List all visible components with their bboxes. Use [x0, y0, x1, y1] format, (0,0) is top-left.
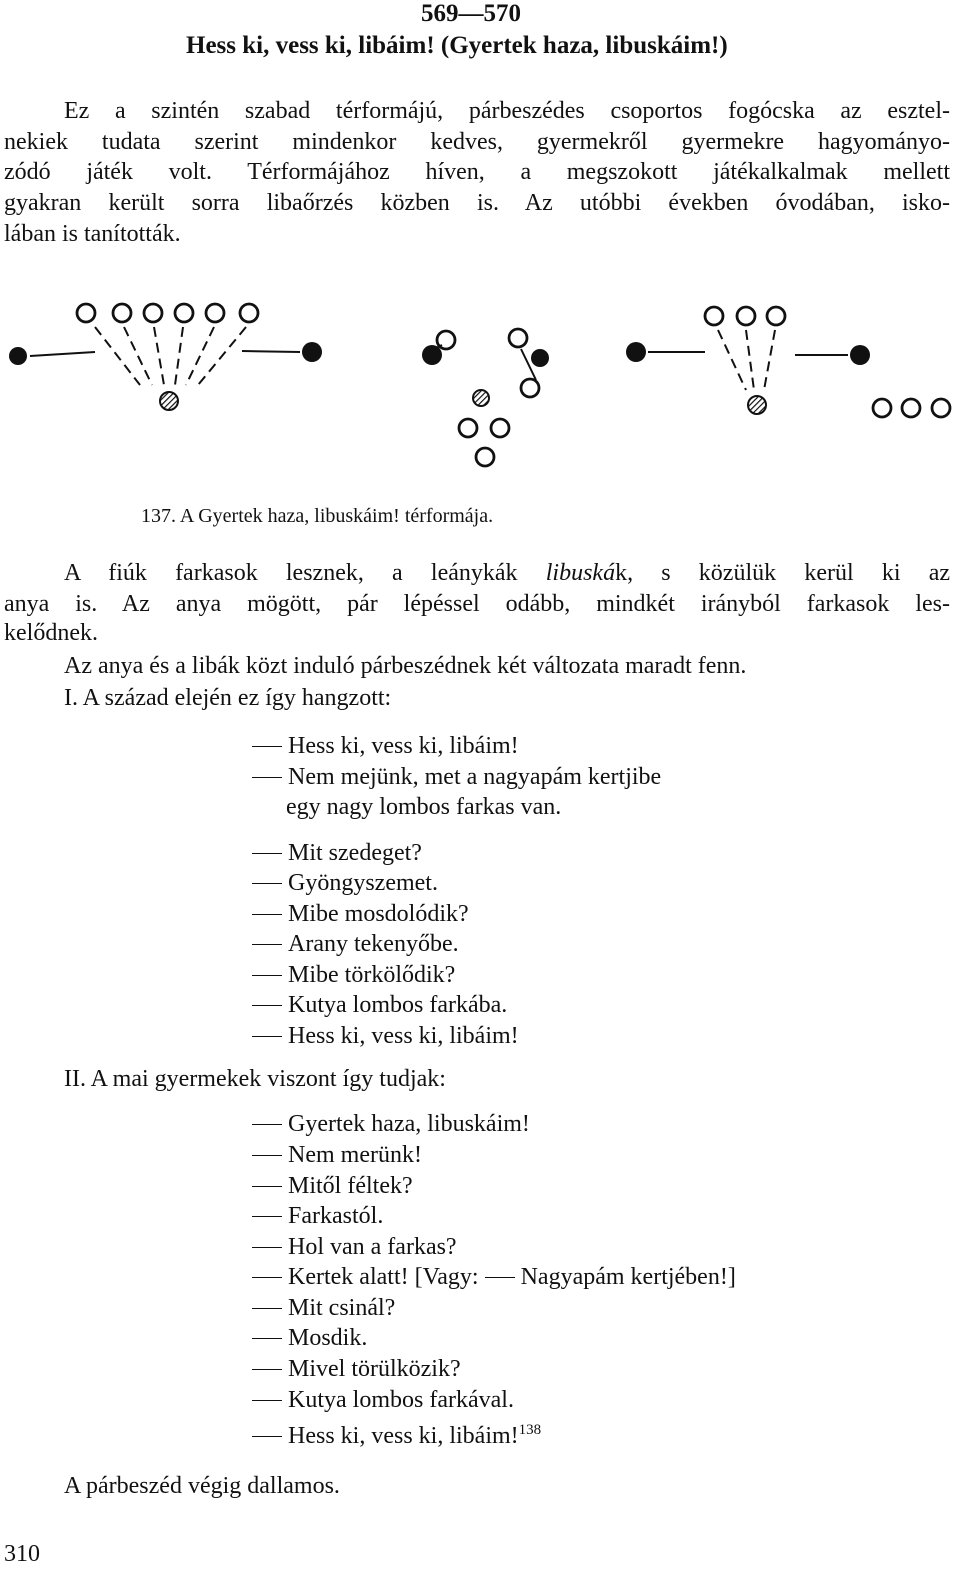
goose-marker — [175, 304, 193, 322]
dialogue-line — [252, 1109, 530, 1139]
intro-line: Ez a szintén szabad térformájú, párbeszédes csoportos fogócska az esztel- — [64, 98, 950, 124]
dialogue-line — [252, 1171, 413, 1201]
italic-term: libuská — [545, 560, 616, 586]
intro-line: lában is tanították. — [4, 221, 181, 247]
dialogue-line — [252, 1385, 514, 1415]
mother-marker — [160, 392, 178, 410]
description-text: k, s közülük kerül ki az — [615, 560, 950, 586]
dialogue-line — [252, 1021, 519, 1051]
goose-marker — [206, 304, 224, 322]
goose-marker — [902, 399, 920, 417]
dialogue-line — [252, 1354, 461, 1384]
variant2-heading: II. A mai gyermekek viszont így tudjak: — [64, 1066, 446, 1092]
dash-mark — [252, 1216, 282, 1217]
dash-mark — [252, 1400, 282, 1401]
dash-mark — [252, 1369, 282, 1370]
dialogue-text: Mibe törkölődik? — [288, 962, 456, 988]
mother-marker — [748, 396, 766, 414]
goose-marker — [113, 304, 131, 322]
footnote-ref[interactable]: 138 — [518, 1422, 542, 1438]
dash-mark — [252, 944, 282, 945]
dialogue-line — [252, 1415, 541, 1451]
dash-mark — [252, 883, 282, 884]
dialogue-text: Hess ki, vess ki, libáim! — [288, 1023, 519, 1049]
figure-caption: 137. A Gyertek haza, libuskáim! térformája. — [141, 505, 494, 527]
page-title: Hess ki, vess ki, libáim! (Gyertek haza, libuskáim!) — [186, 32, 728, 59]
wolf-marker — [626, 342, 646, 362]
dialogue-line — [252, 960, 455, 990]
dialogue-line — [252, 731, 519, 761]
dialogue-text: Nem merünk! — [288, 1142, 422, 1168]
dialogue-text: Arany tekenyőbe. — [288, 931, 459, 957]
dialogue-line — [252, 762, 661, 792]
dash-mark — [252, 914, 282, 915]
intro-line: gyakran került sorra libaőrzés közben is. Az utóbbi években óvodában, isko- — [4, 190, 950, 216]
dash-mark — [252, 1124, 282, 1125]
goose-marker — [459, 419, 477, 437]
wolf-marker — [531, 349, 549, 367]
dash-mark — [252, 1005, 282, 1006]
dialogue-text: Hol van a farkas? — [288, 1234, 457, 1260]
dialogue-text: Mitől féltek? — [288, 1173, 413, 1199]
dialogue-text: Farkastól. — [288, 1203, 384, 1229]
goose-marker — [521, 379, 539, 397]
dash-mark — [252, 1338, 282, 1339]
dialogue-line — [252, 1293, 395, 1323]
dialogue-text: Hess ki, vess ki, libáim! — [288, 733, 519, 759]
dialogue-text: Mosdik. — [288, 1325, 368, 1351]
dash-mark — [252, 1436, 282, 1437]
dialogue-text: Kertek alatt! [Vagy: — [288, 1264, 485, 1290]
dialogue-line — [252, 868, 438, 898]
page-range: 569—570 — [421, 0, 521, 27]
goose-marker — [767, 307, 785, 325]
dialogue-text: Mit szedeget? — [288, 840, 422, 866]
wolf-marker — [9, 347, 27, 365]
dialogue-line — [252, 838, 422, 868]
formation-diagram — [0, 290, 960, 480]
description-line: anya is. Az anya mögött, pár lépéssel odább, mindkét irányból farkasok les- — [4, 591, 950, 617]
dash-mark — [485, 1277, 515, 1278]
dialogue-text: Mibe mosdolódik? — [288, 901, 469, 927]
wolf-marker — [302, 342, 322, 362]
goose-marker — [932, 399, 950, 417]
dash-mark — [252, 1036, 282, 1037]
dialogue-line — [252, 929, 459, 959]
goose-marker — [77, 304, 95, 322]
variant1-heading: I. A század elején ez így hangzott: — [64, 685, 392, 711]
page-number: 310 — [4, 1541, 40, 1567]
goose-marker — [737, 307, 755, 325]
goose-marker — [144, 304, 162, 322]
dash-mark — [252, 1155, 282, 1156]
goose-marker — [491, 419, 509, 437]
intro-line: zódó játék volt. Térformájához híven, a megszokott játékalkalmak mellett — [4, 159, 950, 185]
goose-marker — [476, 448, 494, 466]
goose-marker — [509, 329, 527, 347]
dialogue-text: Mivel törülközik? — [288, 1356, 461, 1382]
goose-marker — [873, 399, 891, 417]
dash-mark — [252, 1277, 282, 1278]
dialogue-line — [252, 1201, 383, 1231]
dialogue-text: Gyertek haza, libuskáim! — [288, 1111, 530, 1137]
dash-mark — [252, 853, 282, 854]
dash-mark — [252, 1308, 282, 1309]
goose-marker — [705, 307, 723, 325]
dialogue-line: egy nagy lombos farkas van. — [286, 794, 562, 820]
intro-line: nekiek tudata szerint mindenkor kedves, gyermekről gyermekre hagyományo- — [4, 129, 950, 155]
dialogue-line — [252, 1323, 367, 1353]
dialogue-line — [252, 1232, 457, 1262]
closing-note: A párbeszéd végig dallamos. — [64, 1473, 340, 1499]
dash-mark — [252, 1247, 282, 1248]
dialogue-text: Nagyapám kertjében!] — [520, 1264, 736, 1290]
dash-mark — [252, 975, 282, 976]
goose-marker — [240, 304, 258, 322]
goose-hatched-marker — [473, 390, 489, 406]
dash-mark — [252, 1186, 282, 1187]
dialogue-text: Hess ki, vess ki, libáim! — [288, 1423, 519, 1449]
dialogue-line — [252, 1140, 422, 1170]
wolf-marker — [422, 345, 442, 365]
dialogue-text: Kutya lombos farkával. — [288, 1387, 514, 1413]
description-line: Az anya és a libák közt induló párbeszédnek két változata maradt fenn. — [64, 653, 747, 679]
description-line — [64, 558, 950, 589]
dialogue-text: Nem mejünk, met a nagyapám kertjibe — [288, 764, 662, 790]
description-line: kelődnek. — [4, 620, 98, 646]
wolf-marker — [850, 345, 870, 365]
dialogue-line — [252, 1262, 736, 1292]
dialogue-text: Mit csinál? — [288, 1295, 396, 1321]
description-text: A fiúk farkasok lesznek, a leánykák — [64, 560, 546, 586]
dialogue-text: Kutya lombos farkába. — [288, 992, 508, 1018]
dialogue-text: Gyöngyszemet. — [288, 870, 438, 896]
dash-mark — [252, 777, 282, 778]
dialogue-line — [252, 990, 507, 1020]
dash-mark — [252, 746, 282, 747]
dialogue-line — [252, 899, 469, 929]
